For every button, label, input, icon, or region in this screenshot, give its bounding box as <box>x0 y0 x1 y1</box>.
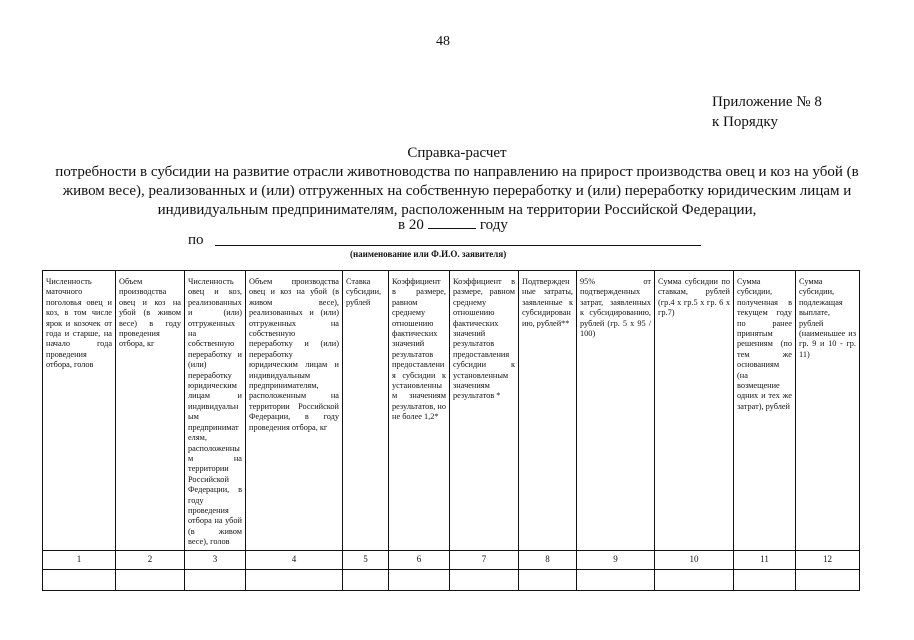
data-entry-row <box>43 569 860 590</box>
data-entry-cell[interactable] <box>519 569 577 590</box>
column-number: 10 <box>655 550 734 569</box>
data-entry-cell[interactable] <box>796 569 860 590</box>
table-header-cell: Коэффициент в размере, равном среднему отношению фактических значений результатов предоставления субсидии к установленным значениям результатов, но не более 1,2* <box>389 271 450 551</box>
column-number: 11 <box>734 550 796 569</box>
table-header-cell: Объем производства овец и коз на убой (в живом весе) в году проведения отбора, кг <box>116 271 185 551</box>
data-entry-cell[interactable] <box>343 569 389 590</box>
data-entry-cell[interactable] <box>116 569 185 590</box>
data-entry-cell[interactable] <box>389 569 450 590</box>
table-header-cell: Подтвержденные затраты, заявленные к субсидированию, рублей** <box>519 271 577 551</box>
table-header-cell: 95% от подтвержденных затрат, заявленных к субсидированию, рублей (гр. 5 х 95 / 100) <box>577 271 655 551</box>
column-number: 1 <box>43 550 116 569</box>
column-number: 12 <box>796 550 860 569</box>
year-prefix: в 20 <box>398 217 424 233</box>
applicant-blank-field[interactable] <box>215 245 701 246</box>
page-number: 48 <box>436 34 450 49</box>
table-header-cell: Сумма субсидии по ставкам, рублей (гр.4 х гр.5 х гр. 6 х гр.7) <box>655 271 734 551</box>
calculation-table <box>42 270 860 591</box>
column-number: 3 <box>185 550 246 569</box>
appendix-reference <box>712 92 822 132</box>
column-number: 5 <box>343 550 389 569</box>
document-title: Справка-расчет <box>407 145 507 161</box>
year-line <box>398 216 508 234</box>
column-number-row <box>43 550 860 569</box>
applicant-note: (наименование или Ф.И.О. заявителя) <box>350 249 507 259</box>
data-entry-cell[interactable] <box>734 569 796 590</box>
table-header-cell: Объем производства овец и коз на убой (в живом весе), реализованных и (или) отгруженных на собственную переработку и (или) переработку юридическим лицам и индивидуальным предпринимателям, расположенным на территории Российской Федерации, в году проведения отбора, кг <box>246 271 343 551</box>
column-number: 8 <box>519 550 577 569</box>
data-entry-cell[interactable] <box>450 569 519 590</box>
column-number: 6 <box>389 550 450 569</box>
column-number: 4 <box>246 550 343 569</box>
data-entry-cell[interactable] <box>577 569 655 590</box>
table-header-cell: Ставка субсидии, рублей <box>343 271 389 551</box>
data-entry-cell[interactable] <box>246 569 343 590</box>
table-header-cell: Коэффициент в размере, равном среднему отношению фактических значений результатов предоставления субсидии к установленным значениям результатов * <box>450 271 519 551</box>
column-number: 2 <box>116 550 185 569</box>
column-number: 7 <box>450 550 519 569</box>
data-entry-cell[interactable] <box>185 569 246 590</box>
table-header-cell: Сумма субсидии, подлежащая выплате, рублей (наименьшее из гр. 9 и 10 - гр. 11) <box>796 271 860 551</box>
table-header-row <box>43 271 860 551</box>
data-entry-cell[interactable] <box>43 569 116 590</box>
appendix-line-2: к Порядку <box>712 114 778 130</box>
table-header-cell: Численность овец и коз, реализованных и (или) отгруженных на собственную переработку и (или) переработку юридическим лицам и индивидуальным предпринимателям, расположенным на территории Российской Федерации, в году проведения отбора на убой (в живом весе), голов <box>185 271 246 551</box>
applicant-label: по <box>188 232 204 248</box>
data-entry-cell[interactable] <box>655 569 734 590</box>
year-blank-field[interactable] <box>428 216 476 229</box>
appendix-line-1: Приложение № 8 <box>712 94 822 110</box>
column-number: 9 <box>577 550 655 569</box>
document-subtitle: потребности в субсидии на развитие отрасли животноводства по направлению на прирост производства овец и коз на убой (в живом весе), реализованных и (или) отгруженных на собственную переработку и (или) переработку юридическим лицам и индивидуальным предпринимателям, расположенным на территории Российской Федерации, <box>55 164 859 218</box>
year-suffix: году <box>479 217 508 233</box>
table-header-cell: Численность маточного поголовья овец и коз, в том числе ярок и козочек от года и старше, на начало года проведения отбора, голов <box>43 271 116 551</box>
table-header-cell: Сумма субсидии, полученная в текущем году по ранее принятым решениям (по тем же основаниям (на возмещение одних и тех же затрат), рублей <box>734 271 796 551</box>
